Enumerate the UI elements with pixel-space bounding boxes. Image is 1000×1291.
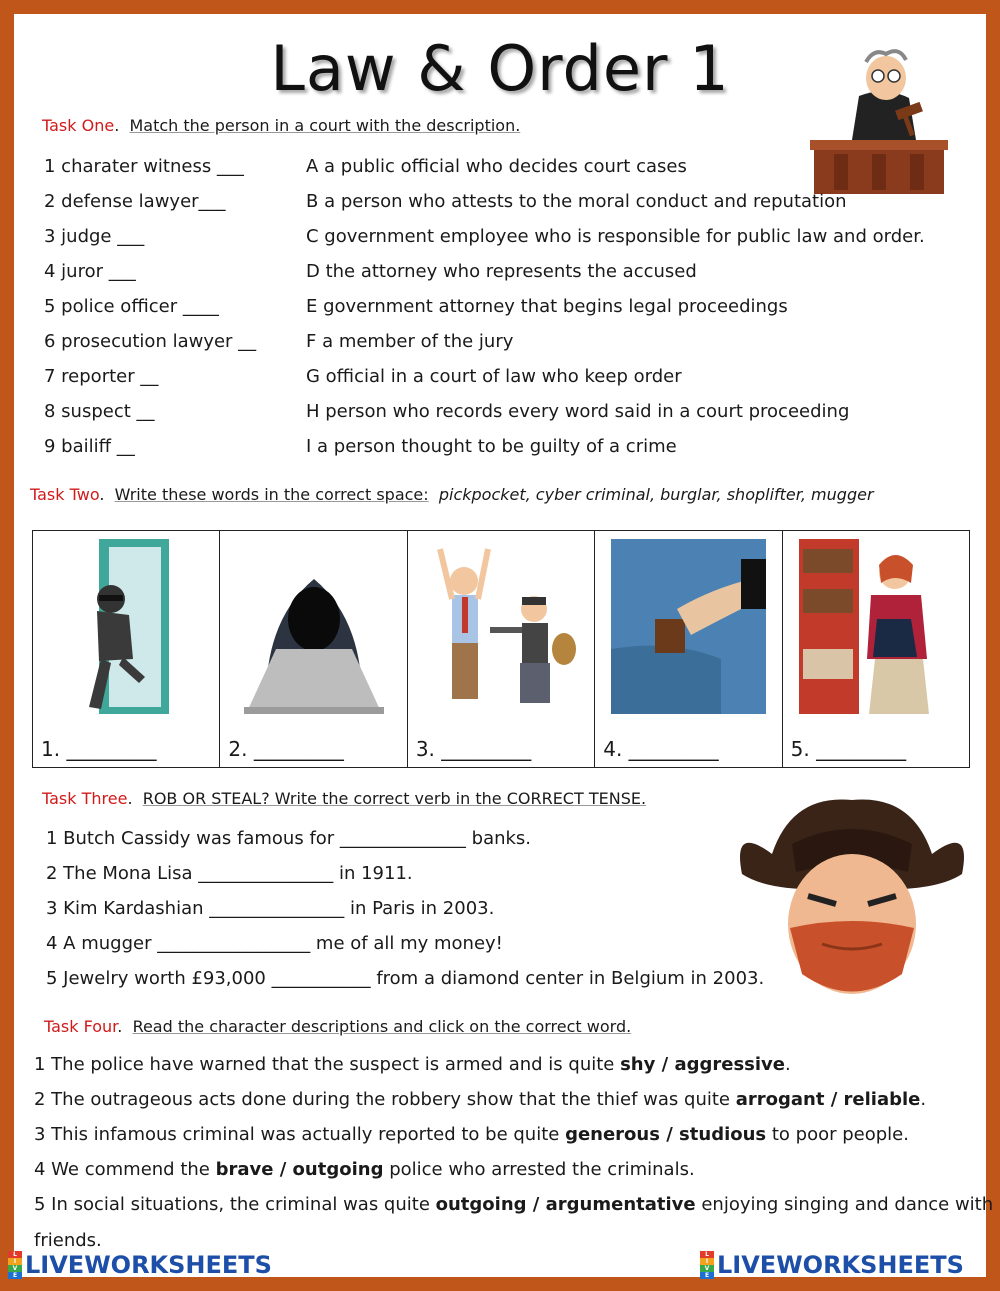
task-three-sentence[interactable]: 4 A mugger _________________ me of all my money! (46, 933, 503, 954)
task-two-word-bank: pickpocket, cyber criminal, burglar, shoplifter, mugger (438, 485, 874, 504)
description-item: F a member of the jury (306, 331, 514, 352)
sentence-text: 4 We commend the (34, 1159, 216, 1180)
picture-cell (220, 531, 407, 767)
word-choice[interactable]: shy / aggressive (620, 1054, 786, 1075)
task-three-sentence[interactable]: 1 Butch Cassidy was famous for ______________ banks. (46, 828, 532, 849)
worksheet-page (12, 14, 994, 1279)
criminal-pictures-table (32, 530, 970, 768)
picture-cell (595, 531, 782, 767)
description-item: E government attorney that begins legal proceedings (306, 296, 788, 317)
liveworksheets-logo-left (8, 1251, 272, 1279)
picture-cell (33, 531, 220, 767)
answer-blank-3[interactable]: 3. _________ (415, 737, 532, 761)
description-item: C government employee who is responsible for public law and order. (306, 226, 925, 247)
task-three-name: Task Three (42, 789, 128, 808)
description-item: B a person who attests to the moral conduct and reputation (306, 191, 847, 212)
task-four-instruction: Read the character descriptions and click on the correct word. (132, 1017, 632, 1036)
person-item[interactable]: 1 charater witness ___ (44, 156, 244, 177)
sentence-text: . (920, 1089, 927, 1110)
picture-cell (783, 531, 969, 767)
task-four-sentence (34, 1124, 909, 1145)
sentence-text: . (785, 1054, 791, 1075)
person-item[interactable]: 2 defense lawyer___ (44, 191, 226, 212)
answer-blank-5[interactable]: 5. _________ (790, 737, 907, 761)
judge-illustration (804, 36, 954, 196)
pickpocket-picture (611, 539, 766, 714)
burglar-picture (49, 539, 204, 714)
sentence-text: 5 In social situations, the criminal was quite (34, 1194, 436, 1215)
word-choice[interactable]: generous / studious (565, 1124, 767, 1145)
person-item[interactable]: 6 prosecution lawyer __ (44, 331, 257, 352)
mugger-picture (424, 539, 579, 714)
task-four-sentence (34, 1089, 926, 1110)
logo-text: LIVEWORKSHEETS (717, 1251, 964, 1279)
sentence-text: 3 This infamous criminal was actually reported to be quite (34, 1124, 566, 1145)
task-four-sentence (34, 1230, 102, 1251)
description-item: A a public official who decides court cases (306, 156, 687, 177)
task-three-sentence[interactable]: 3 Kim Kardashian _______________ in Paris in 2003. (46, 898, 495, 919)
task-four-name: Task Four (44, 1017, 118, 1036)
task-three-sentence[interactable]: 5 Jewelry worth £93,000 ___________ from a diamond center in Belgium in 2003. (46, 968, 765, 989)
page-title: Law & Order 1 (270, 32, 730, 105)
person-item[interactable]: 9 bailiff __ (44, 436, 135, 457)
shoplifter-picture (799, 539, 954, 714)
answer-blank-1[interactable]: 1. _________ (41, 737, 157, 761)
picture-cell (408, 531, 595, 767)
task-two-name: Task Two (30, 485, 100, 504)
description-item: D the attorney who represents the accused (306, 261, 697, 282)
answer-blank-2[interactable]: 2. _________ (228, 737, 344, 761)
sentence-text: to poor people. (766, 1124, 909, 1145)
sentence-text: enjoying singing and dance with (695, 1194, 994, 1215)
sentence-text: friends. (34, 1230, 102, 1251)
task-four-sentence (34, 1054, 791, 1075)
task-four-sentence (34, 1194, 993, 1215)
sentence-text: police who arrested the criminals. (383, 1159, 695, 1180)
task-three-sentence[interactable]: 2 The Mona Lisa _______________ in 1911. (46, 863, 413, 884)
description-item: G official in a court of law who keep order (306, 366, 682, 387)
task-one-heading: Task One. Match the person in a court with the description. (42, 116, 521, 135)
task-one-instruction: Match the person in a court with the description. (129, 116, 521, 135)
task-two-instruction: Write these words in the correct space: (114, 485, 429, 504)
description-item: H person who records every word said in a court proceeding (306, 401, 850, 422)
person-item[interactable]: 8 suspect __ (44, 401, 155, 422)
word-choice[interactable]: arrogant / reliable (735, 1089, 921, 1110)
task-three-instruction: ROB OR STEAL? Write the correct verb in the CORRECT TENSE. (142, 789, 647, 808)
task-four-heading: Task Four. Read the character descriptions and click on the correct word. (44, 1017, 632, 1036)
logo-text: LIVEWORKSHEETS (25, 1251, 272, 1279)
task-three-heading: Task Three. ROB OR STEAL? Write the correct verb in the CORRECT TENSE. (42, 789, 647, 808)
answer-blank-4[interactable]: 4. _________ (603, 737, 719, 761)
description-item: I a person thought to be guilty of a crime (306, 436, 677, 457)
sentence-text: 1 The police have warned that the suspect is armed and is quite (34, 1054, 621, 1075)
liveworksheets-mark-icon: L I V E (8, 1251, 22, 1279)
person-item[interactable]: 3 judge ___ (44, 226, 145, 247)
word-choice[interactable]: outgoing / argumentative (435, 1194, 696, 1215)
sentence-text: 2 The outrageous acts done during the robbery show that the thief was quite (34, 1089, 736, 1110)
person-item[interactable]: 7 reporter __ (44, 366, 159, 387)
liveworksheets-logo-right (700, 1251, 964, 1279)
task-four-sentence (34, 1159, 695, 1180)
task-one-name: Task One (42, 116, 115, 135)
liveworksheets-mark-icon: L I V E (700, 1251, 714, 1279)
task-two-heading: Task Two. Write these words in the correct space: pickpocket, cyber criminal, burglar, shoplifter, mugger (30, 485, 874, 504)
person-item[interactable]: 5 police officer ____ (44, 296, 219, 317)
word-choice[interactable]: brave / outgoing (215, 1159, 384, 1180)
person-item[interactable]: 4 juror ___ (44, 261, 136, 282)
bandit-illustration (732, 784, 972, 1009)
cyber-criminal-picture (236, 539, 391, 714)
